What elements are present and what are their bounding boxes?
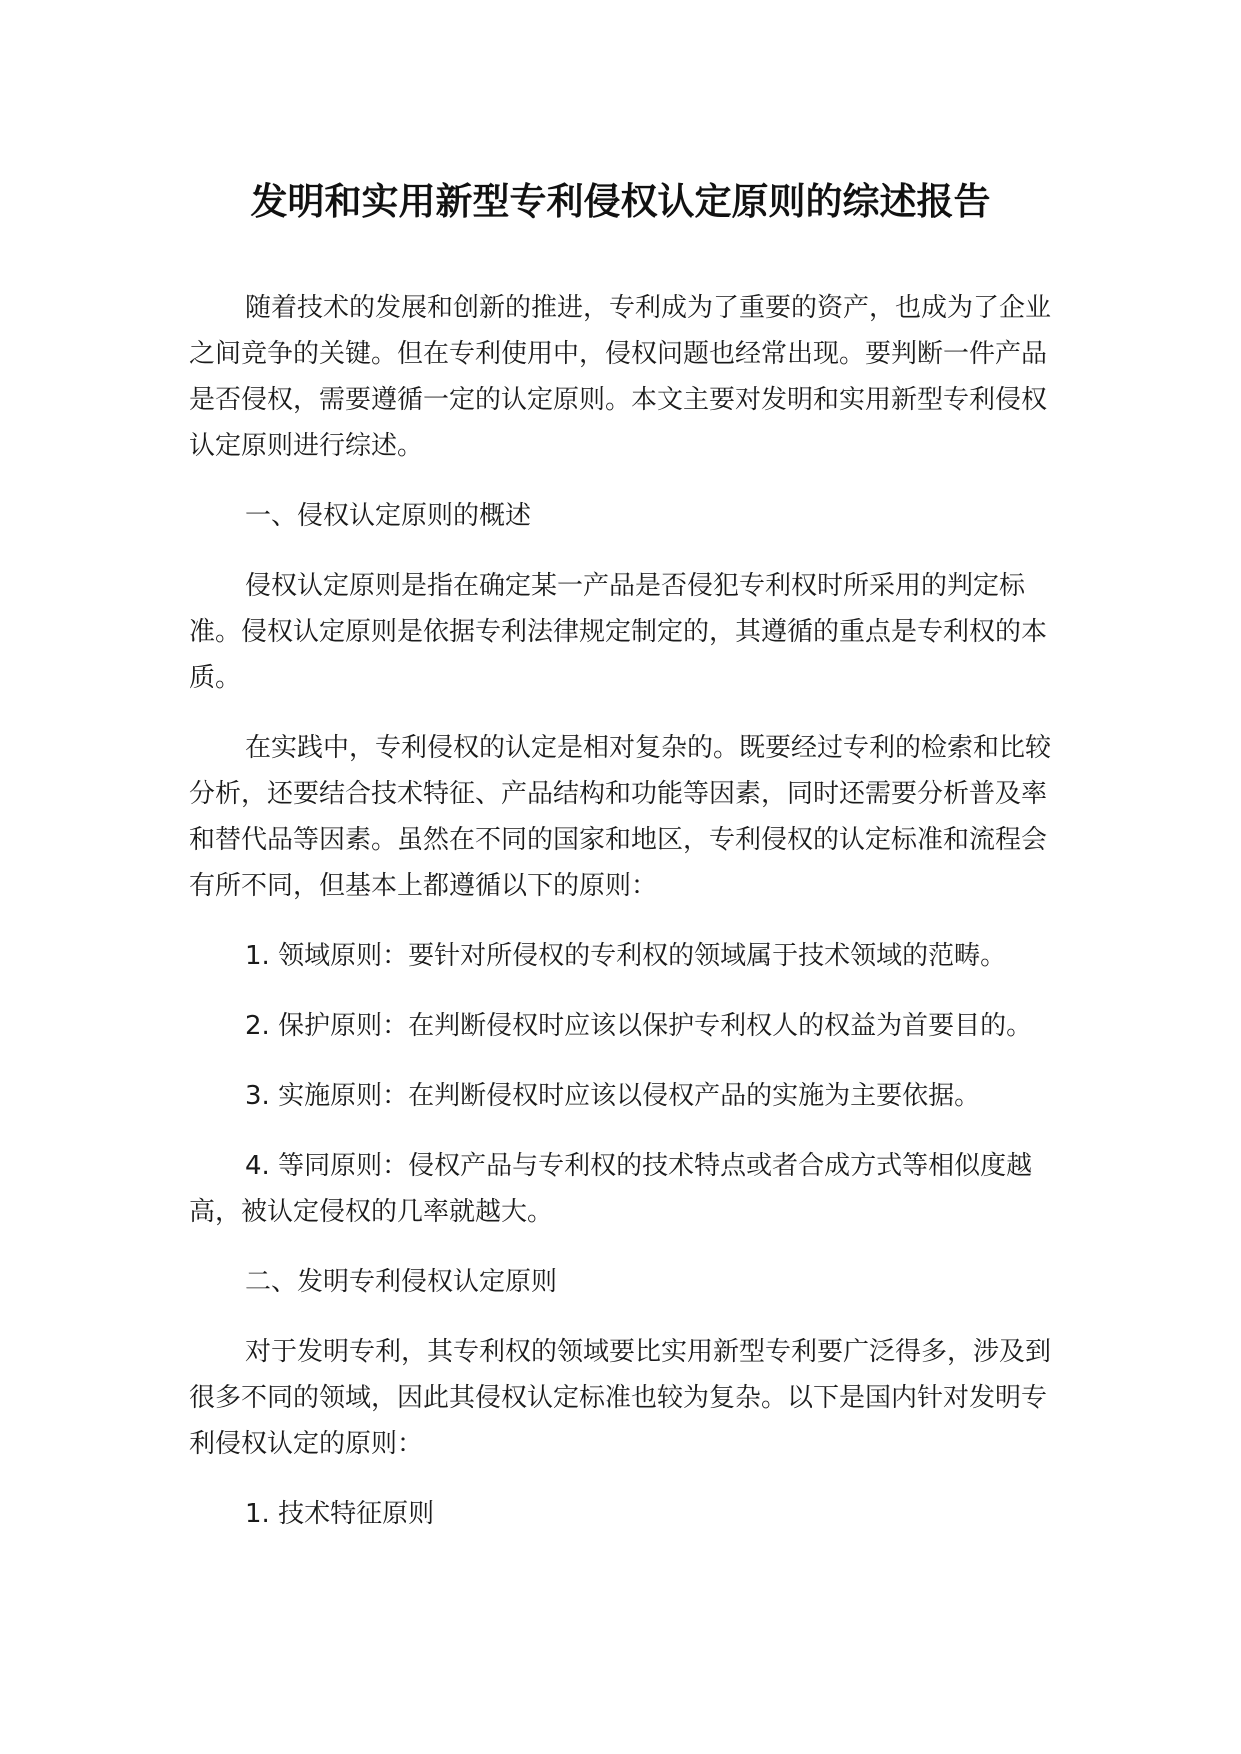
intro-paragraph: 随着技术的发展和创新的推进，专利成为了重要的资产，也成为了企业之间竞争的关键。但在专利使用中，侵权问题也经常出现。要判断一件产品是否侵权，需要遵循一定的认定原则。本文主要对发明和实用新型专利侵权认定原则进行综述。 [189,293,1052,461]
list-item: 1. 技术特征原则 [245,1499,435,1529]
list-item: 2. 保护原则：在判断侵权时应该以保护专利权人的权益为首要目的。 [245,1011,1033,1041]
body-paragraph: 对于发明专利，其专利权的领域要比实用新型专利要广泛得多，涉及到很多不同的领域，因此其侵权认定标准也较为复杂。以下是国内针对发明专利侵权认定的原则： [189,1337,1052,1459]
section-heading-2: 二、发明专利侵权认定原则 [245,1267,558,1297]
list-item: 4. 等同原则：侵权产品与专利权的技术特点或者合成方式等相似度越高，被认定侵权的几率就越大。 [189,1151,1033,1227]
list-item: 3. 实施原则：在判断侵权时应该以侵权产品的实施为主要依据。 [245,1081,981,1111]
document-title: 发明和实用新型专利侵权认定原则的综述报告 [250,180,991,223]
body-paragraph: 侵权认定原则是指在确定某一产品是否侵犯专利权时所采用的判定标准。侵权认定原则是依据专利法律规定制定的，其遵循的重点是专利权的本质。 [189,571,1048,693]
body-paragraph: 在实践中，专利侵权的认定是相对复杂的。既要经过专利的检索和比较分析，还要结合技术特征、产品结构和功能等因素，同时还需要分析普及率和替代品等因素。虽然在不同的国家和地区，专利侵权的认定标准和流程会有所不同，但基本上都遵循以下的原则： [189,733,1052,901]
section-heading-1: 一、侵权认定原则的概述 [245,501,532,531]
document-body [189,285,1069,1537]
list-item: 1. 领域原则：要针对所侵权的专利权的领域属于技术领域的范畴。 [245,941,1007,971]
